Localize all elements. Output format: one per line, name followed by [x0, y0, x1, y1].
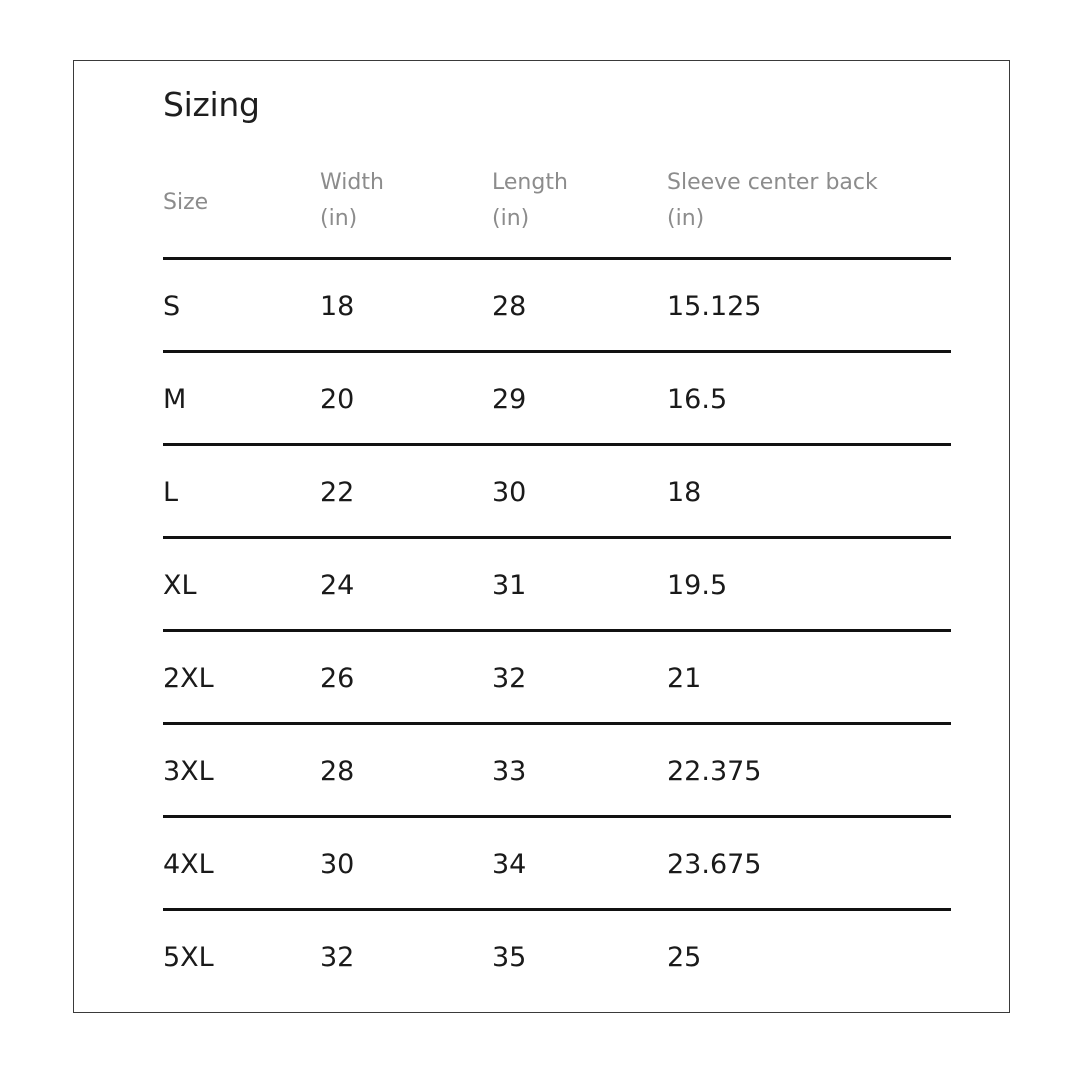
table-row	[163, 353, 951, 446]
table-row	[163, 446, 951, 539]
cell-width: 22	[320, 477, 355, 508]
cell-size: 3XL	[163, 756, 214, 787]
header-length: Length (in)	[492, 170, 568, 231]
table-row	[163, 632, 951, 725]
header-width: Width (in)	[320, 170, 384, 231]
cell-size: M	[163, 384, 187, 415]
cell-length: 33	[492, 756, 527, 787]
header-sleeve: Sleeve center back (in)	[667, 170, 878, 231]
cell-size: S	[163, 291, 181, 322]
cell-width: 26	[320, 663, 355, 694]
cell-sleeve: 23.675	[667, 849, 762, 880]
cell-sleeve: 25	[667, 942, 702, 973]
cell-sleeve: 19.5	[667, 570, 728, 601]
cell-size: 2XL	[163, 663, 214, 694]
sizing-card	[73, 60, 1010, 1013]
cell-size: L	[163, 477, 179, 508]
cell-width: 32	[320, 942, 355, 973]
cell-length: 32	[492, 663, 527, 694]
cell-sleeve: 22.375	[667, 756, 762, 787]
cell-size: XL	[163, 570, 197, 601]
cell-sleeve: 16.5	[667, 384, 728, 415]
table-row	[163, 818, 951, 911]
sizing-table	[163, 165, 951, 1004]
cell-length: 35	[492, 942, 527, 973]
table-row	[163, 725, 951, 818]
header-size: Size	[163, 190, 209, 215]
cell-length: 30	[492, 477, 527, 508]
cell-sleeve: 21	[667, 663, 702, 694]
table-row	[163, 260, 951, 353]
cell-size: 5XL	[163, 942, 214, 973]
cell-width: 18	[320, 291, 355, 322]
cell-width: 24	[320, 570, 355, 601]
cell-width: 30	[320, 849, 355, 880]
cell-size: 4XL	[163, 849, 214, 880]
table-row	[163, 911, 951, 1004]
table-row	[163, 539, 951, 632]
cell-width: 28	[320, 756, 355, 787]
cell-width: 20	[320, 384, 355, 415]
table-header	[163, 165, 951, 260]
cell-sleeve: 18	[667, 477, 702, 508]
cell-length: 28	[492, 291, 527, 322]
cell-length: 34	[492, 849, 527, 880]
cell-length: 31	[492, 570, 527, 601]
cell-sleeve: 15.125	[667, 291, 762, 322]
cell-length: 29	[492, 384, 527, 415]
sizing-title: Sizing	[163, 85, 260, 124]
